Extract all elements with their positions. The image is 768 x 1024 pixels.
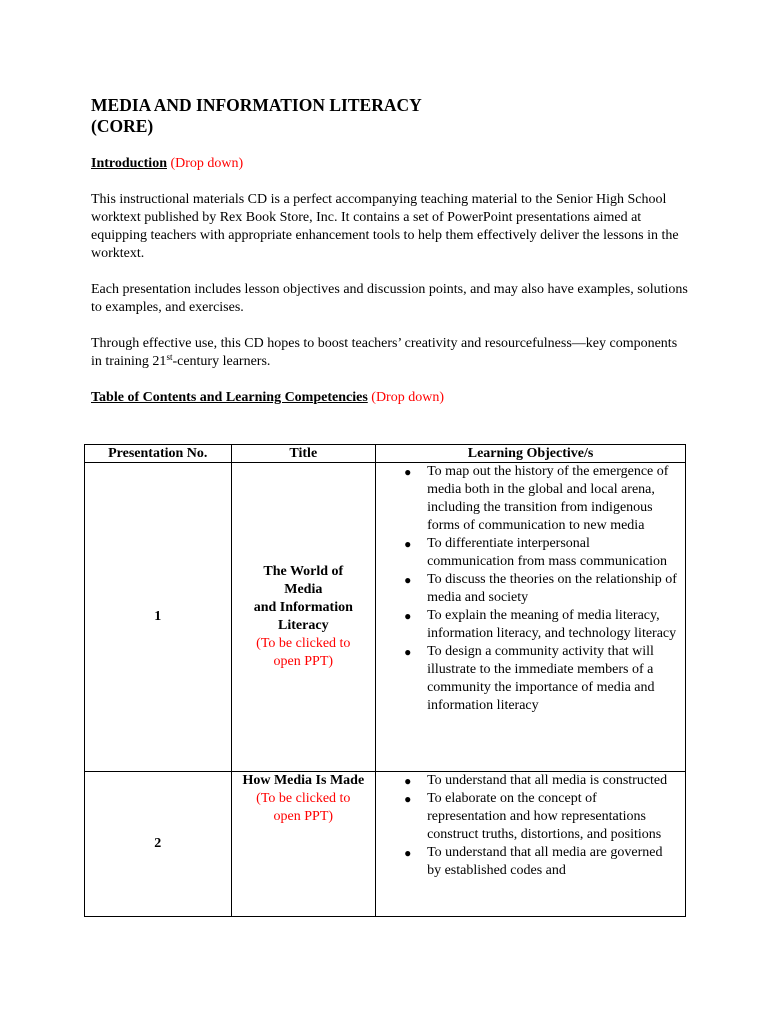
paragraph-3-text: Through effective use, this CD hopes to boost teachers’ creativity and resourcefulness—key components in training 21	[91, 336, 678, 369]
bullet-icon: ●	[404, 465, 412, 479]
presentation-title	[232, 563, 376, 635]
bullet-icon: ●	[404, 573, 412, 587]
toc-label: Table of Contents and Learning Competencies	[91, 390, 368, 405]
presentation-title-cell	[231, 772, 376, 917]
objectives-cell	[376, 463, 686, 772]
presentation-title: How Media Is Made	[242, 773, 365, 788]
list-item: ● To explain the meaning of media literacy, information literacy, and technology literacy	[404, 608, 677, 641]
bullet-icon: ●	[404, 537, 412, 551]
list-item: ● To discuss the theories on the relationship of media and society	[404, 572, 677, 605]
introduction-label: Introduction	[91, 156, 167, 171]
bullet-icon: ●	[404, 645, 412, 659]
header-presentation-no: Presentation No.	[85, 445, 232, 463]
title-line: and Information	[253, 600, 353, 615]
toc-table	[84, 444, 686, 917]
open-ppt-link[interactable]: (To be clicked to open PPT)	[256, 636, 351, 669]
ordinal-superscript: st	[166, 352, 173, 362]
objectives-cell	[376, 772, 686, 917]
table-header-row	[85, 445, 686, 463]
paragraph-3-end: -century learners.	[172, 354, 271, 369]
list-item: ● To understand that all media are governed by established codes and	[404, 845, 663, 878]
title-line: Media	[284, 582, 323, 597]
table-row	[85, 463, 686, 772]
title-line: The World of	[263, 564, 344, 579]
list-item: ● To differentiate interpersonal communication from mass communication	[404, 536, 667, 569]
bullet-icon: ●	[404, 609, 412, 623]
intro-paragraph-1: This instructional materials CD is a perfect accompanying teaching material to the Senior High School worktext published by Rex Book Store, Inc. It contains a set of PowerPoint presentations aimed at equipping teachers with appropriate enhancement tools to help them effectively deliver the lessons in the worktext.	[91, 192, 679, 261]
objectives-list	[376, 463, 685, 715]
list-item: ● To design a community activity that will illustrate to the immediate members of a community the importance of media and information literacy	[404, 644, 655, 713]
title-line: Literacy	[278, 618, 329, 633]
objectives-list	[376, 772, 685, 880]
table-row	[85, 772, 686, 917]
intro-paragraph-2: Each presentation includes lesson objectives and discussion points, and may also have examples, solutions to examples, and exercises.	[91, 282, 688, 315]
document-body	[91, 95, 691, 407]
list-item: ● To understand that all media is constructed	[404, 773, 668, 788]
presentation-number: 2	[85, 772, 232, 917]
document-title	[91, 95, 691, 137]
open-ppt-link[interactable]: (To be clicked to open PPT)	[256, 791, 351, 824]
title-line-2: (CORE)	[91, 116, 154, 136]
bullet-icon: ●	[404, 792, 412, 806]
list-item: ● To elaborate on the concept of representation and how representations construct truths, distortions, and positions	[404, 791, 662, 842]
list-item: ● To map out the history of the emergence of media both in the global and local arena, including the transition from indigenous forms of communication to new media	[404, 464, 669, 533]
introduction-heading	[91, 155, 691, 173]
title-line-1: MEDIA AND INFORMATION LITERACY	[91, 95, 422, 115]
bullet-icon: ●	[404, 774, 412, 788]
presentation-number: 1	[85, 463, 232, 772]
intro-paragraph-3	[91, 335, 691, 371]
header-learning-objectives: Learning Objective/s	[376, 445, 686, 463]
presentation-title-cell	[231, 463, 376, 772]
toc-dropdown[interactable]: (Drop down)	[371, 390, 444, 405]
introduction-dropdown[interactable]: (Drop down)	[170, 156, 244, 171]
toc-heading	[91, 389, 691, 407]
header-title: Title	[231, 445, 376, 463]
bullet-icon: ●	[404, 846, 412, 860]
